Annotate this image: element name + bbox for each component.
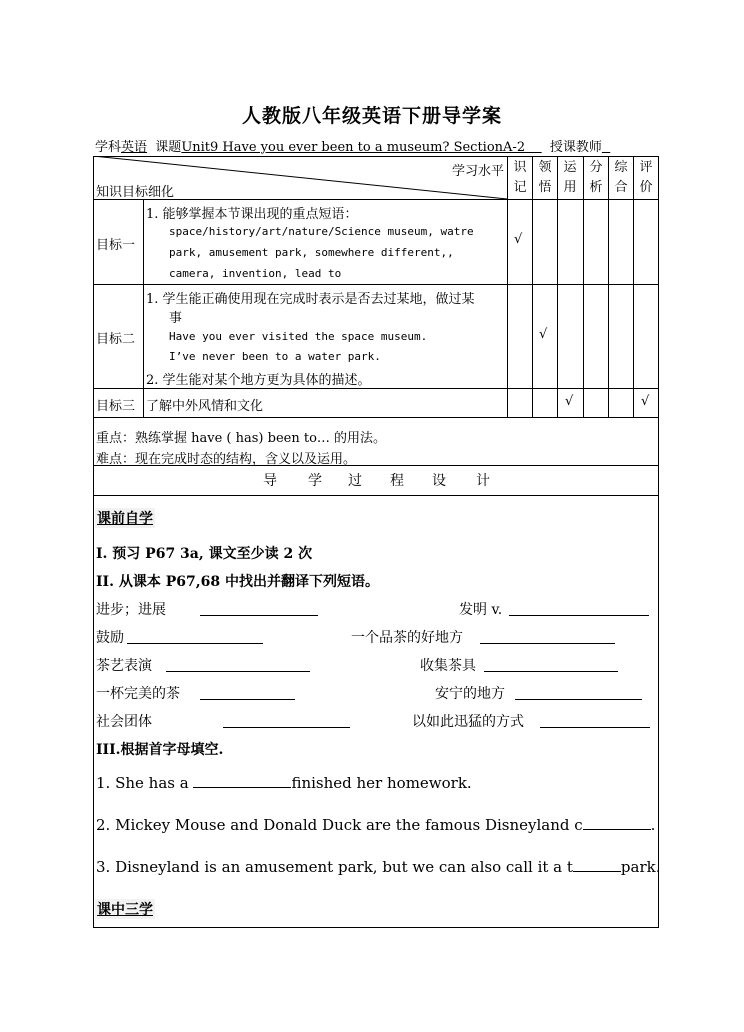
- goal2-label: 目标二: [96, 332, 136, 347]
- goal1-label: 目标一: [96, 238, 136, 253]
- subject-value: 英语: [121, 140, 148, 155]
- vocab-rapid-way: 以如此迅猛的方式: [412, 714, 524, 730]
- goal2-line5: 2. 学生能对某个地方更为具体的描述。: [146, 373, 371, 388]
- blank-perfect-tea[interactable]: [200, 685, 295, 700]
- vocab-progress: 进步；进展: [96, 602, 166, 618]
- vocab-perfect-tea: 一杯完美的茶: [96, 686, 180, 702]
- level-comprehend: 领 悟: [538, 160, 552, 195]
- blank-invent[interactable]: [509, 601, 649, 616]
- goal3-text: 了解中外风情和文化: [146, 399, 264, 414]
- goal2-check-comprehend: √: [539, 327, 548, 342]
- goal1-line4: camera, invention, lead to: [169, 267, 342, 280]
- goal-header: 知识目标细化: [96, 185, 175, 200]
- vocab-social-group: 社会团体: [96, 714, 152, 730]
- vocab-invent: 发明 v.: [459, 602, 503, 618]
- blank-rapid-way[interactable]: [540, 713, 650, 728]
- difficult-point: 难点：现在完成时态的结构，含义以及运用。: [96, 452, 357, 467]
- pre-study-item2: II. 从课本 P67,68 中找出并翻译下列短语。: [96, 574, 379, 590]
- goal2-line2: 事: [169, 311, 183, 326]
- goal2-line4: I’ve never been to a water park.: [169, 350, 381, 363]
- goal3-check-apply: √: [565, 394, 574, 409]
- blank-sentence-2[interactable]: [583, 815, 651, 830]
- pre-study-item1: I. 预习 P67 3a, 课文至少读 2 次: [96, 546, 313, 562]
- sentence-2: 2. Mickey Mouse and Donald Duck are the famous Disneyland c .: [96, 816, 656, 834]
- level-analyze: 分 析: [589, 160, 603, 195]
- topic-value: Unit9 Have you ever been to a museum? SectionA-2: [181, 140, 526, 155]
- in-class-label: 课中三学: [95, 899, 155, 919]
- vocab-tea-sets: 收集茶具: [420, 658, 476, 674]
- teacher-label: 授课教师: [549, 140, 602, 155]
- goal1-line3: park, amusement park, somewhere different,,: [169, 246, 454, 259]
- blank-tea-place[interactable]: [480, 629, 615, 644]
- goal3-check-evaluate: √: [641, 394, 650, 409]
- goal1-line2: space/history/art/nature/Science museum, watre: [169, 225, 474, 238]
- goal2-line1: 1. 学生能正确使用现在完成时表示是否去过某地，做过某: [146, 292, 475, 307]
- sentence-3: 3. Disneyland is an amusement park, but we can also call it a t park.: [96, 858, 661, 876]
- vocab-peaceful-place: 安宁的地方: [435, 686, 505, 702]
- key-point: 重点：熟练掌握 have ( has) been to… 的用法。: [96, 431, 387, 446]
- pre-study-item3: III.根据首字母填空.: [96, 742, 224, 758]
- goal2-line3: Have you ever visited the space museum.: [169, 330, 428, 343]
- goal1-line1: 1. 能够掌握本节课出现的重点短语：: [146, 207, 358, 222]
- vocab-tea-art: 茶艺表演: [96, 658, 152, 674]
- course-info-line: [95, 136, 610, 155]
- level-header: 学习水平: [452, 164, 505, 179]
- level-memorize: 识 记: [513, 160, 527, 195]
- topic-label: 课题: [155, 140, 182, 155]
- goal1-check-memorize: √: [514, 232, 523, 247]
- pre-study-label: 课前自学: [95, 508, 155, 528]
- blank-tea-art[interactable]: [166, 657, 310, 672]
- level-evaluate: 评 价: [639, 160, 653, 195]
- subject-label: 学科: [95, 140, 122, 155]
- blank-social-group[interactable]: [223, 713, 350, 728]
- sentence-1: 1. She has a finished her homework.: [96, 774, 472, 792]
- vocab-tea-place: 一个品茶的好地方: [351, 630, 463, 646]
- page-title: 人教版八年级英语下册导学案: [241, 105, 502, 127]
- level-apply: 运 用: [563, 160, 577, 195]
- vocab-encourage: 鼓励: [96, 630, 124, 646]
- level-synthesize: 综 合: [614, 160, 628, 195]
- blank-sentence-3[interactable]: [573, 857, 621, 872]
- blank-peaceful-place[interactable]: [515, 685, 642, 700]
- blank-encourage[interactable]: [127, 629, 263, 644]
- blank-tea-sets[interactable]: [484, 657, 618, 672]
- blank-progress[interactable]: [200, 601, 318, 616]
- goal3-label: 目标三: [96, 399, 136, 414]
- blank-sentence-1[interactable]: [193, 773, 291, 788]
